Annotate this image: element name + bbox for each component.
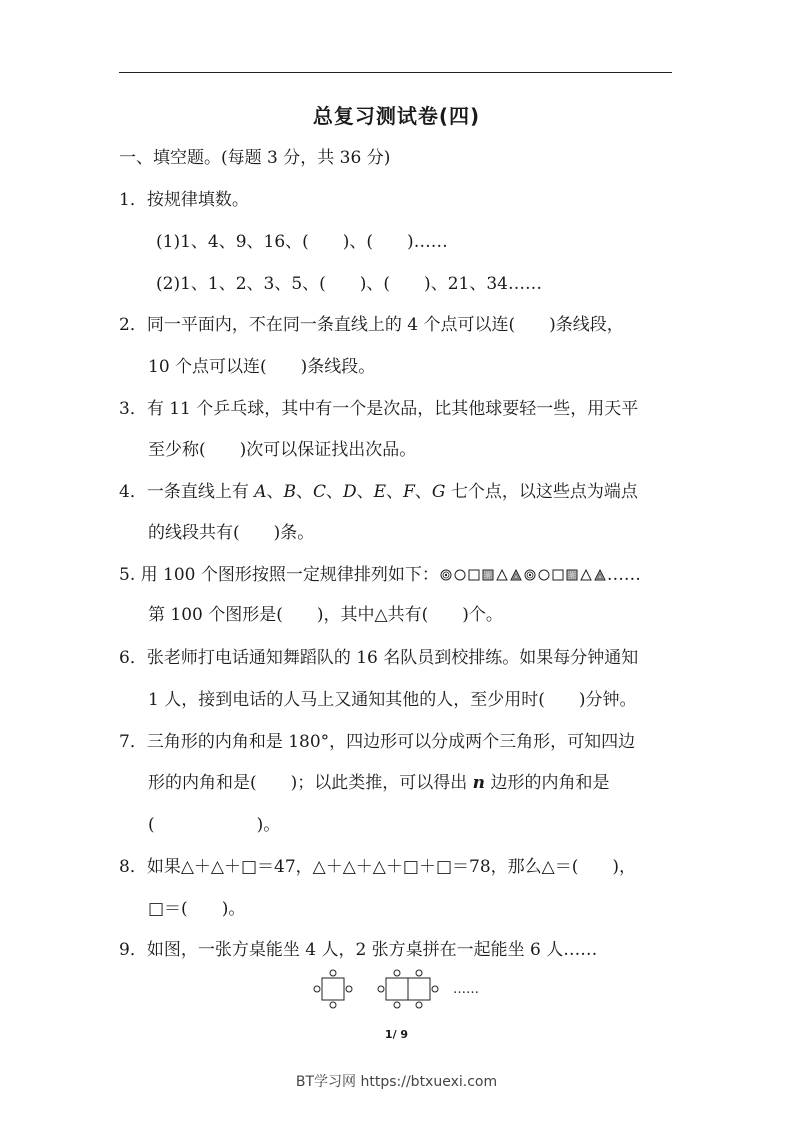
question-1-stem: 1．按规律填数。 [119,190,249,210]
question-7-line-3: ( )。 [148,815,281,835]
point-label: E [373,482,387,502]
point-separator: 、 [356,482,374,502]
question-4-prefix: 4．一条直线上有 [119,482,255,502]
question-4-line-1 [119,480,638,504]
header-rule [119,72,672,73]
point-label: C [313,482,327,502]
circle-icon [538,569,550,581]
circle-icon [454,569,466,581]
figure-ellipsis: …… [453,982,479,997]
seat-icon [330,970,336,976]
table-seating-figure [313,966,493,1012]
question-2-line-1: 2．同一平面内，不在同一条直线上的 4 个点可以连( )条线段， [119,315,624,335]
point-label: A [254,482,267,502]
seat-icon [416,970,422,976]
question-5-line-1 [119,563,641,587]
page-title: 总复习测试卷(四) [312,104,481,128]
question-2-line-2: 10 个点可以连( )条线段。 [148,357,376,377]
question-1-part-a: (1)1、4、9、16、( )、( )…… [156,232,448,252]
square-table [322,978,344,1000]
seat-icon [330,1002,336,1008]
footer-watermark: BT学习网 https://btxuexi.com [295,1074,498,1090]
point-separator: 、 [414,482,432,502]
question-6-line-2: 1 人，接到电话的人马上又通知其他的人，至少用时( )分钟。 [148,690,637,710]
section-heading: 一、填空题。(每题 3 分，共 36 分) [119,148,391,168]
point-separator: 、 [386,482,404,502]
triangle-icon [580,569,592,581]
variable-n: n [472,773,486,793]
point-label: F [403,482,415,502]
seat-icon [394,970,400,976]
point-separator: 、 [266,482,284,502]
question-7-line-1: 7．三角形的内角和是 180°，四边形可以分成两个三角形，可知四边 [119,732,636,752]
square-icon [468,569,480,581]
dot-circle-icon [440,569,452,581]
question-5-prefix: 5. 用 100 个图形按照一定规律排列如下： [119,565,439,585]
question-1-part-b: (2)1、1、2、3、5、( )、( )、21、34…… [156,274,542,294]
question-9-line-1: 9．如图，一张方桌能坐 4 人，2 张方桌拼在一起能坐 6 人…… [119,940,598,960]
shape-pattern [439,565,607,585]
question-6-line-1: 6．张老师打电话通知舞蹈队的 16 名队员到校排练。如果每分钟通知 [119,648,639,668]
seat-icon [394,1002,400,1008]
point-separator: 、 [296,482,314,502]
question-5-line-2: 第 100 个图形是( )，其中△共有( )个。 [148,605,503,625]
dotted-triangle-icon [510,569,522,581]
square-table [386,978,408,1000]
question-8-line-1: 8．如果△＋△＋□＝47，△＋△＋△＋□＋□＝78，那么△＝( )， [119,857,636,877]
triangle-icon [496,569,508,581]
dotted-triangle-icon [594,569,606,581]
seat-icon [432,986,438,992]
question-3-line-1: 3．有 11 个乒乓球，其中有一个是次品，比其他球要轻一些，用天平 [119,399,639,419]
question-8-line-2: □＝( )。 [148,899,246,919]
table-seating-diagram [313,966,493,1012]
question-7-line-2-suffix: 边形的内角和是 [485,773,610,793]
dotted-square-icon [482,569,494,581]
point-label: D [343,482,357,502]
square-icon [552,569,564,581]
question-3-line-2: 至少称( )次可以保证找出次品。 [148,440,417,460]
seat-icon [346,986,352,992]
question-7-line-2-prefix: 形的内角和是( )；以此类推，可以得出 [148,773,473,793]
point-label: B [283,482,297,502]
question-4-line-2: 的线段共有( )条。 [148,523,315,543]
square-table [408,978,430,1000]
question-7-line-2 [148,771,609,795]
dotted-square-icon [566,569,578,581]
dot-circle-icon [524,569,536,581]
page-number: 1/ 9 [384,1028,409,1041]
point-separator: 、 [326,482,344,502]
question-4-suffix: 七个点，以这些点为端点 [445,482,638,502]
question-5-ellipsis: …… [606,565,641,585]
seat-icon [416,1002,422,1008]
seat-icon [314,986,320,992]
point-label: G [431,482,446,502]
seat-icon [378,986,384,992]
